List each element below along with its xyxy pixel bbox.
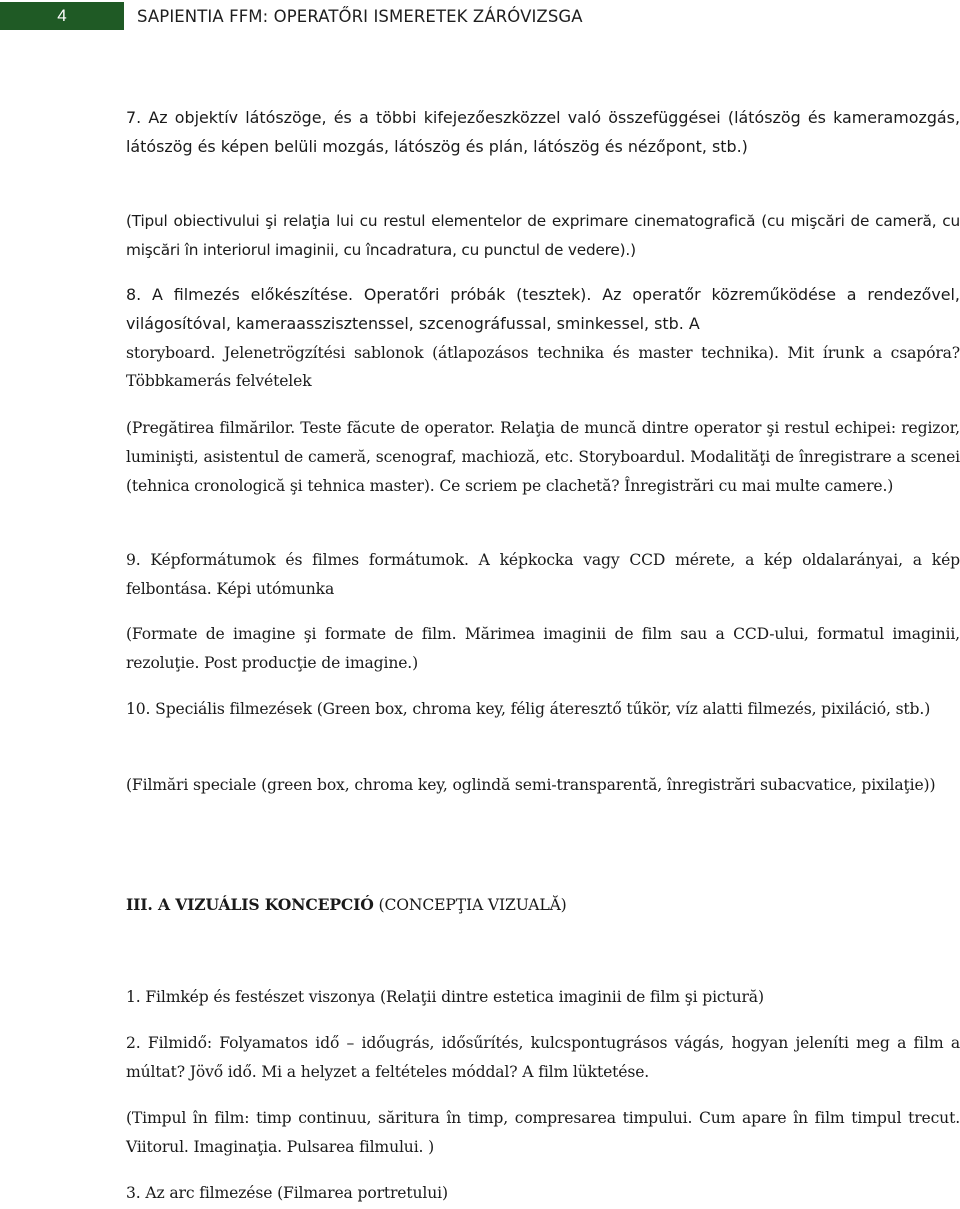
- question-8-hu-part-a: 8. A filmezés előkészítése. Operatőri próbák (tesztek). Az operatőr közreműködése a rendezővel, világosítóval, kameraasszisztenssel, szcenográfussal, sminkessel, stb. A: [126, 285, 960, 333]
- question-8-ro: (Pregătirea filmărilor. Teste făcute de operator. Relaţia de muncă dintre operator şi restul echipei: regizor, luminişti, asistentul de cameră, scenograf, machioză, etc. Storyboardul. Modalităţi de înregistrare a scenei (tehnica cronologică şi tehnica master). Ce scriem pe clachetă? Înregistrări cu mai multe camere.): [126, 419, 960, 495]
- question-7-hu: 7. Az objektív látószöge, és a többi kifejezőeszközzel való összefüggései (látószög és kameramozgás, látószög és képen belüli mozgás, látószög és plán, látószög és nézőpont, stb.): [126, 108, 960, 156]
- question-7-ro: (Tipul obiectivului şi relaţia lui cu restul elementelor de exprimare cinematografică (cu mişcări de cameră, cu mişcări în interiorul imaginii, cu încadratura, cu punctul de vedere).): [126, 212, 960, 259]
- question-9-hu: 9. Képformátumok és filmes formátumok. A képkocka vagy CCD mérete, a kép oldalarányai, a kép felbontása. Képi utómunka: [126, 551, 960, 598]
- section-3-item-2-hu: 2. Filmidő: Folyamatos idő – időugrás, idősűrítés, kulcspontugrásos vágás, hogyan jeleníti meg a film a múltat? Jövő idő. Mi a helyzet a feltételes móddal? A film lüktetése.: [126, 1034, 960, 1081]
- document-title: SAPIENTIA FFM: OPERATŐRI ISMERETEK ZÁRÓVIZSGA: [137, 6, 583, 26]
- page-header: [0, 2, 700, 30]
- question-8-hu: [126, 281, 960, 396]
- page-number-badge: 4: [0, 2, 124, 30]
- section-3-heading: [126, 891, 960, 920]
- section-3-item-1: 1. Filmkép és festészet viszonya (Relaţii dintre estetica imaginii de film şi pictură): [126, 988, 764, 1006]
- section-3-item-2-ro: (Timpul în film: timp continuu, săritura în timp, compresarea timpului. Cum apare în film timpul trecut. Viitorul. Imaginaţia. Pulsarea filmului. ): [126, 1109, 960, 1156]
- section-3-item-3: 3. Az arc filmezése (Filmarea portretului): [126, 1184, 448, 1202]
- question-9-ro: (Formate de imagine şi formate de film. Mărimea imaginii de film sau a CCD-ului, formatul imaginii, rezoluţie. Post producţie de imagine.): [126, 625, 960, 672]
- question-10-ro: (Filmări speciale (green box, chroma key, oglindă semi-transparentă, înregistrări subacvatice, pixilaţie)): [126, 776, 936, 794]
- section-3-heading-bold: III. A VIZUÁLIS KONCEPCIÓ: [126, 895, 374, 914]
- question-10-hu: 10. Speciális filmezések (Green box, chroma key, félig áteresztő tűkör, víz alatti filmezés, pixiláció, stb.): [126, 700, 931, 718]
- section-3-heading-rest: (CONCEPŢIA VIZUALĂ): [373, 896, 567, 914]
- question-8-hu-part-b: storyboard. Jelenetrögzítési sablonok (átlapozásos technika és master technika). Mit írunk a csapóra? Többkamerás felvételek: [126, 343, 960, 391]
